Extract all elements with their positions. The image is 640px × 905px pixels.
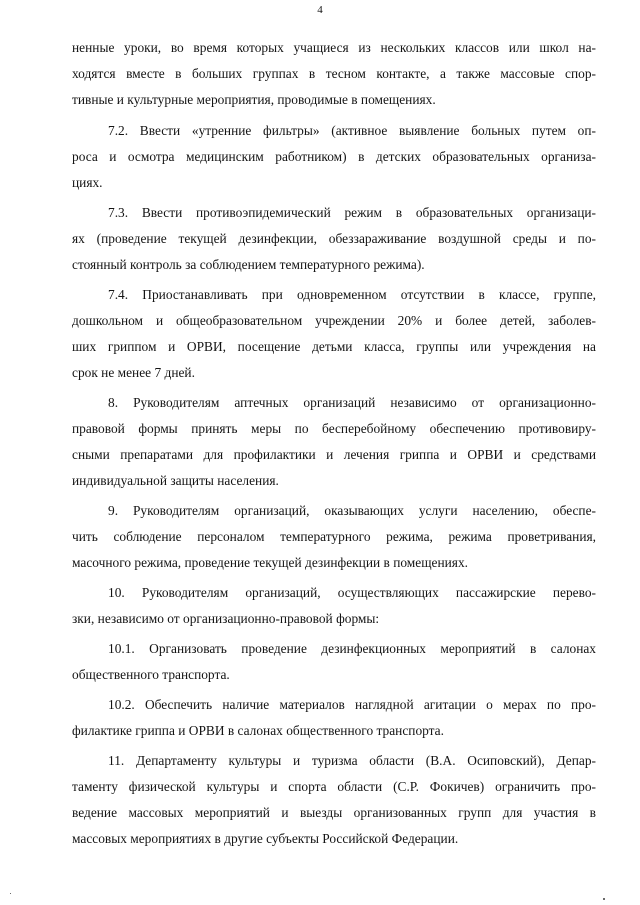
text-line: 7.3. Ввести противоэпидемический режим в образовательных организаци- [108,205,596,220]
text-line: 11. Департаменту культуры и туризма области (В.А. Осиповский), Депар- [108,753,596,768]
text-line: 10.1. Организовать проведение дезинфекционных мероприятий в салонах [108,641,596,656]
text-line: ших гриппом и ОРВИ, посещение детьми класса, группы или учреждения на [72,339,596,354]
text-line: дошкольном и общеобразовательном учреждении 20% и более детей, заболев- [72,313,596,328]
text-line: 10.2. Обеспечить наличие материалов наглядной агитации о мерах по про- [108,697,596,712]
text-line: таменту физической культуры и спорта области (С.Р. Фокичев) ограничить про- [72,779,596,794]
scan-speck [603,898,605,900]
text-line: правовой формы принять меры по бесперебойному обеспечению противовиру- [72,421,596,436]
scan-speck [10,893,11,894]
text-line: сными препаратами для профилактики и лечения гриппа и ОРВИ и средствами [72,447,596,462]
text-line: стоянный контроль за соблюдением температурного режима). [72,257,425,272]
text-line: 10. Руководителям организаций, осуществляющих пассажирские перево- [108,585,596,600]
text-line: срок не менее 7 дней. [72,365,195,380]
text-line: индивидуальной защиты населения. [72,473,279,488]
text-line: зки, независимо от организационно-правовой формы: [72,611,380,626]
text-line: массовых мероприятиях в другие субъекты Российской Федерации. [72,831,459,846]
text-line: тивные и культурные мероприятия, проводимые в помещениях. [72,92,436,107]
text-line: 7.2. Ввести «утренние фильтры» (активное выявление больных путем оп- [108,123,596,138]
text-line: масочного режима, проведение текущей дезинфекции в помещениях. [72,555,469,570]
text-line: 7.4. Приостанавливать при одновременном отсутствии в классе, группе, [108,287,596,302]
page-number: 4 [317,4,323,16]
text-line: чить соблюдение персоналом температурного режима, режима проветривания, [72,529,596,544]
text-line: филактике гриппа и ОРВИ в салонах общественного транспорта. [72,723,444,738]
text-line: ведение массовых мероприятий и выезды организованных групп для участия в [72,805,596,820]
text-line: роса и осмотра медицинским работником) в детских образовательных организа- [72,149,596,164]
text-line: 8. Руководителям аптечных организаций независимо от организационно- [108,395,596,410]
text-line: циях. [72,175,103,190]
text-line: общественного транспорта. [72,667,230,682]
text-line: 9. Руководителям организаций, оказывающих услуги населению, обеспе- [108,503,596,518]
text-line: ях (проведение текущей дезинфекции, обеззараживание воздушной среды и по- [72,231,596,246]
text-line: ходятся вместе в больших группах в тесном контакте, а также массовые спор- [72,66,596,81]
text-line: ненные уроки, во время которых учащиеся из нескольких классов или школ на- [72,40,596,55]
